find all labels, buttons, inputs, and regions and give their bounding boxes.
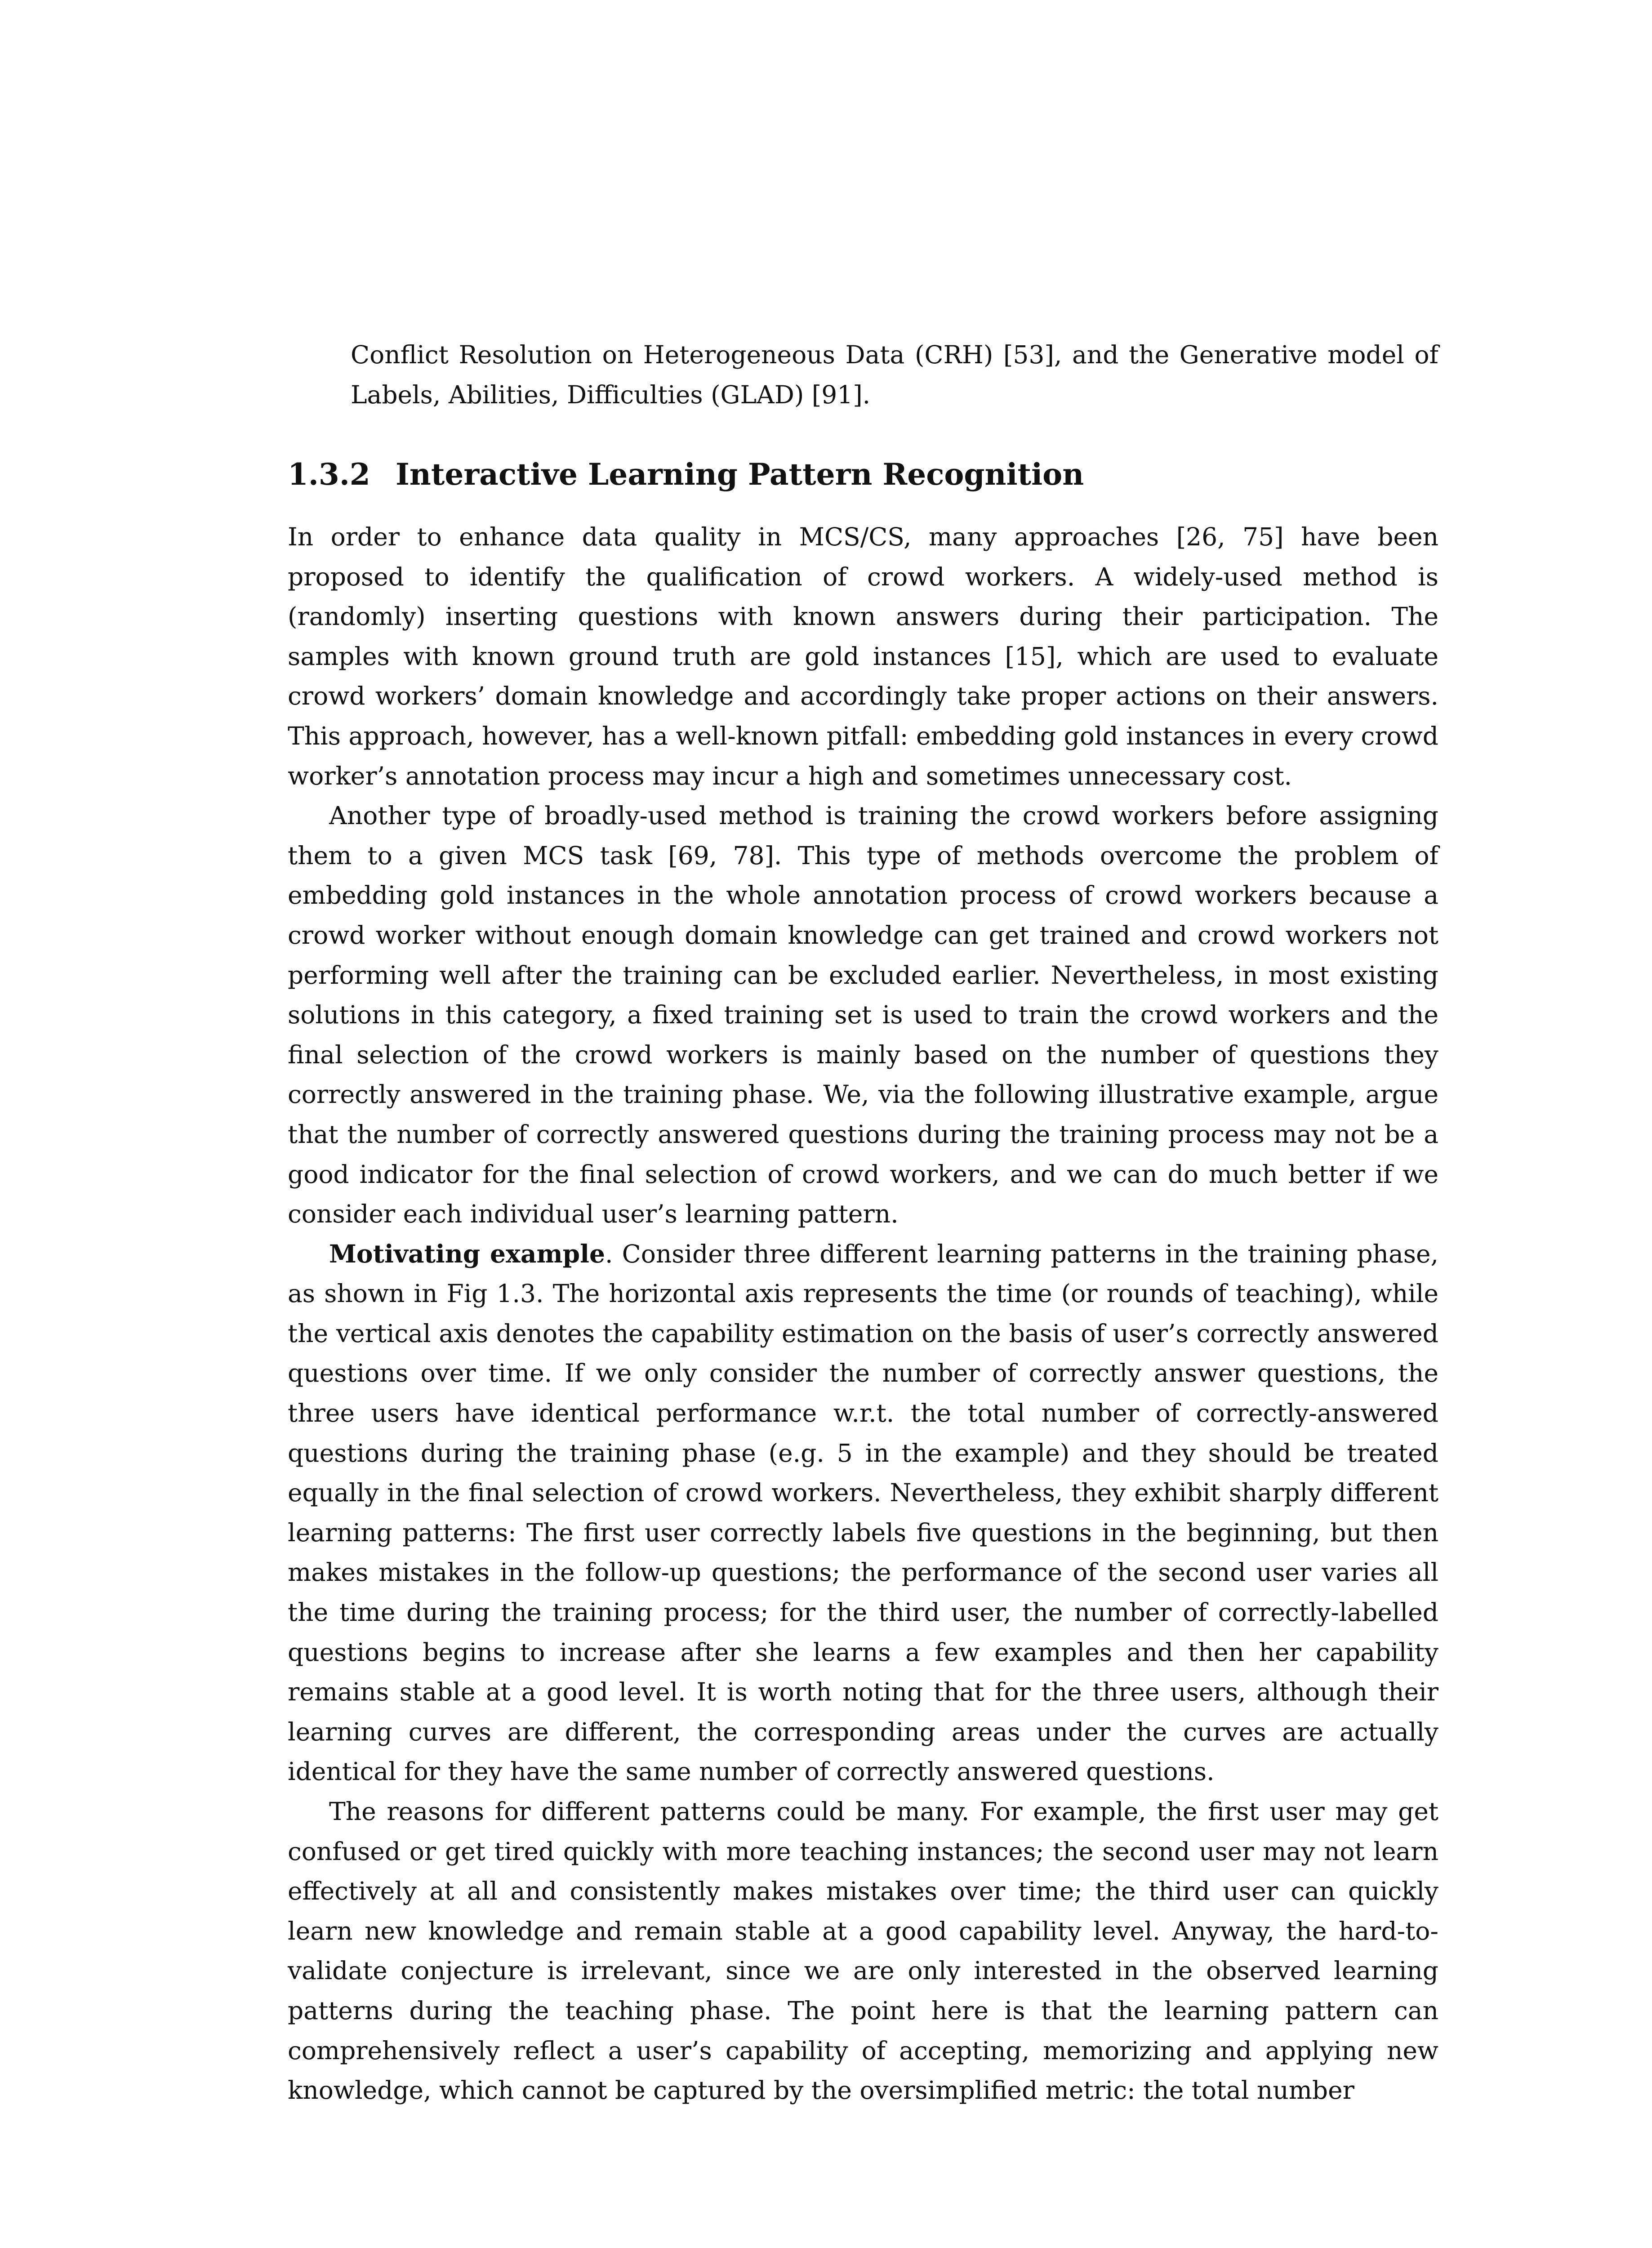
section-title: Interactive Learning Pattern Recognition: [396, 457, 1084, 492]
paragraph-2: Another type of broadly-used method is training the crowd workers before assigning them to a given MCS task [69, 78]. This type of methods overcome the problem of embedding gold instances in the whole annotation process of crowd workers because a crowd worker without enough domain knowledge can get trained and crowd workers not performing well after the training can be excluded earlier. Nevertheless, in most existing solutions in this category, a fixed training set is used to train the crowd workers and the final selection of the crowd workers is mainly based on the number of questions they correctly answered in the training phase. We, via the following illustrative example, argue that the number of correctly answered questions during the training process may not be a good indicator for the final selection of crowd workers, and we can do much better if we consider each individual user’s learning pattern.: [288, 801, 1438, 1229]
section-number: 1.3.2: [288, 457, 370, 492]
paragraph-3-body: . Consider three different learning patterns in the training phase, as shown in Fig 1.3. The horizontal axis represents the time (or rounds of teaching), while the vertical axis denotes the capability estimation on the basis of user’s correctly answered questions over time. If we only consider the number of correctly answer questions, the three users have identical performance w.r.t. the total number of correctly-answered questions during the training phase (e.g. 5 in the example) and they should be treated equally in the final selection of crowd workers. Nevertheless, they exhibit sharply different learning patterns: The first user correctly labels five questions in the beginning, but then makes mistakes in the follow-up questions; the performance of the second user varies all the time during the training process; for the third user, the number of correctly-labelled questions begins to increase after she learns a few examples and then her capability remains stable at a good level. It is worth noting that for the three users, although their learning curves are different, the corresponding areas under the curves are actually identical for they have the same number of correctly answered questions.: [288, 1239, 1439, 1786]
section-body: [288, 517, 1438, 2110]
paragraph-3-lead: Motivating example: [329, 1239, 606, 1268]
paragraph-4: The reasons for different patterns could be many. For example, the first user may get confused or get tired quickly with more teaching instances; the second user may not learn effectively at all and consistently makes mistakes over time; the third user can quickly learn new knowledge and remain stable at a good capability level. Anyway, the hard-to-validate conjecture is irrelevant, since we are only interested in the observed learning patterns during the teaching phase. The point here is that the learning pattern can comprehensively reflect a user’s capability of accepting, memorizing and applying new knowledge, which cannot be captured by the oversimplified metric: the total number: [288, 1797, 1438, 2105]
continuation-paragraph: [288, 335, 1438, 415]
continuation-text: Conflict Resolution on Heterogeneous Data (CRH) [53], and the Generative model of Labels, Abilities, Difficulties (GLAD) [91].: [351, 340, 1438, 409]
paragraph-1: In order to enhance data quality in MCS/CS, many approaches [26, 75] have been proposed to identify the qualification of crowd workers. A widely-used method is (randomly) inserting questions with known answers during their participation. The samples with known ground truth are gold instances [15], which are used to evaluate crowd workers’ domain knowledge and accordingly take proper actions on their answers. This approach, however, has a well-known pitfall: embedding gold instances in every crowd worker’s annotation process may incur a high and sometimes unnecessary cost.: [288, 522, 1438, 790]
section-heading: [288, 454, 1438, 495]
paragraph-3: [288, 1234, 1438, 1792]
